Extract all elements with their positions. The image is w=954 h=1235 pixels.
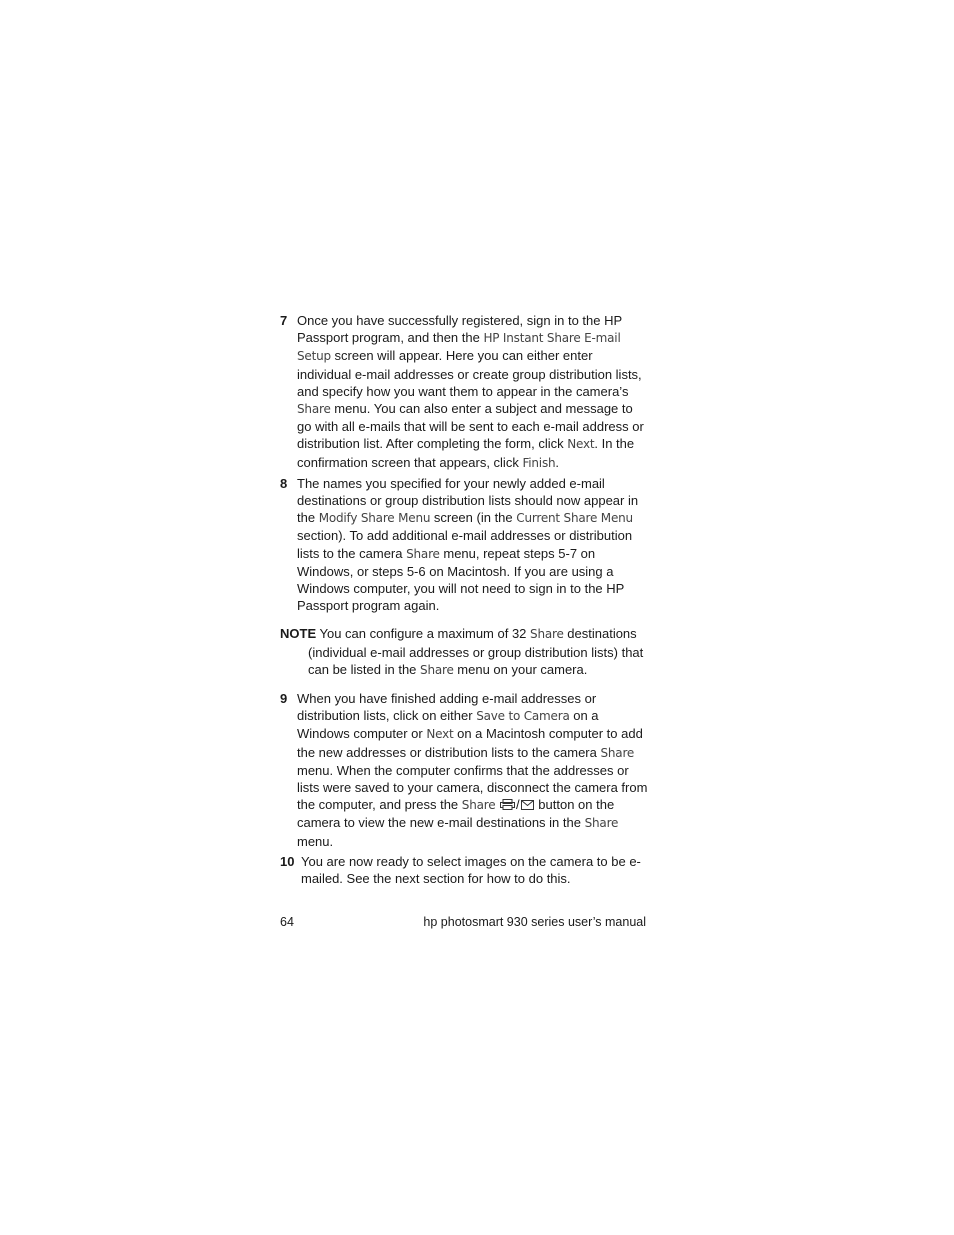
ui-term: Share [406, 546, 440, 561]
step-8 [280, 475, 648, 615]
step-9 [280, 690, 648, 850]
share-print-icon [500, 797, 515, 814]
ui-term: Current Share Menu [516, 511, 633, 526]
page-footer [280, 914, 646, 930]
envelope-icon [521, 797, 534, 814]
text-run: on a Macintosh computer to add the new addresses or distribution lists to the camera [297, 726, 643, 760]
page-body [280, 312, 648, 890]
text-run: Once you have successfully registered, sign in to the HP Passport program, and then the [297, 313, 622, 346]
note-text [308, 626, 643, 676]
step-number: 7 [280, 313, 288, 328]
steps-7-8 [280, 312, 648, 614]
step-10 [280, 853, 648, 887]
ui-term: HP Instant Share E-mail Setup [297, 331, 621, 364]
text-run: menu. [297, 833, 334, 849]
ui-term: Share [297, 402, 331, 417]
steps-9-10 [280, 690, 648, 887]
text-run: screen will appear. Here you can either enter individual e-mail addresses or create group distribution lists, and specify how you want them to appear in the camera’s [297, 348, 642, 399]
ui-term: Next [426, 727, 454, 742]
note-block [280, 625, 648, 679]
text-run: button on the camera to view the new e-mail destinations in the [297, 797, 615, 831]
text-run: You can configure a maximum of 32 [316, 626, 531, 642]
text-run: You are now ready to select images on the camera to be e-mailed. See the next section for how to do this. [301, 853, 641, 887]
ui-term: Share [420, 662, 454, 677]
text-run: destinations (individual e-mail addresses or group distribution lists) that can be listed in the [308, 626, 644, 677]
step-7 [280, 312, 648, 472]
ui-term: Next [567, 437, 595, 452]
ui-term: Share [461, 798, 496, 813]
step-number: 10 [280, 853, 295, 869]
ui-term: Share [600, 745, 635, 760]
page-number: 64 [280, 915, 294, 929]
text-run: screen (in the [430, 510, 517, 526]
text-run: menu. You can also enter a subject and message to go with all e-mails that will be sent to each e-mail address or distribution list. After completing the form, click [297, 401, 644, 452]
note-label: NOTE [280, 626, 317, 642]
step-number: 9 [280, 691, 288, 707]
ui-term: Finish [522, 455, 556, 470]
text-run: The names you specified for your newly added e-mail destinations or group distribution lists should now appear in the [297, 475, 639, 526]
text-run: When you have finished adding e-mail addresses or distribution lists, click on either [297, 691, 597, 724]
text-run: section). To add additional e-mail addresses or distribution lists to the camera [297, 528, 633, 561]
text-run: on a Windows computer or [297, 708, 599, 742]
text-run: / [516, 797, 520, 813]
text-run: menu. When the computer confirms that the addresses or lists were saved to your camera, disconnect the camera from the computer, and press the [297, 762, 648, 813]
step-number: 8 [280, 475, 288, 491]
ui-term: Save to Camera [476, 709, 570, 724]
text-run [495, 797, 499, 812]
text-run: menu on your camera. [453, 661, 588, 677]
manual-title: hp photosmart 930 series user’s manual [423, 915, 646, 929]
ui-term: Modify Share Menu [318, 511, 431, 526]
ui-term: Share [530, 627, 564, 642]
text-run: menu, repeat steps 5-7 on Windows, or steps 5-6 on Macintosh. If you are using a Windows computer, you will not need to sign in to the HP Passport program again. [297, 545, 625, 614]
text-run: . [555, 454, 560, 470]
text-run: . In the confirmation screen that appears, click [297, 436, 635, 470]
ui-term: Share [584, 816, 619, 831]
